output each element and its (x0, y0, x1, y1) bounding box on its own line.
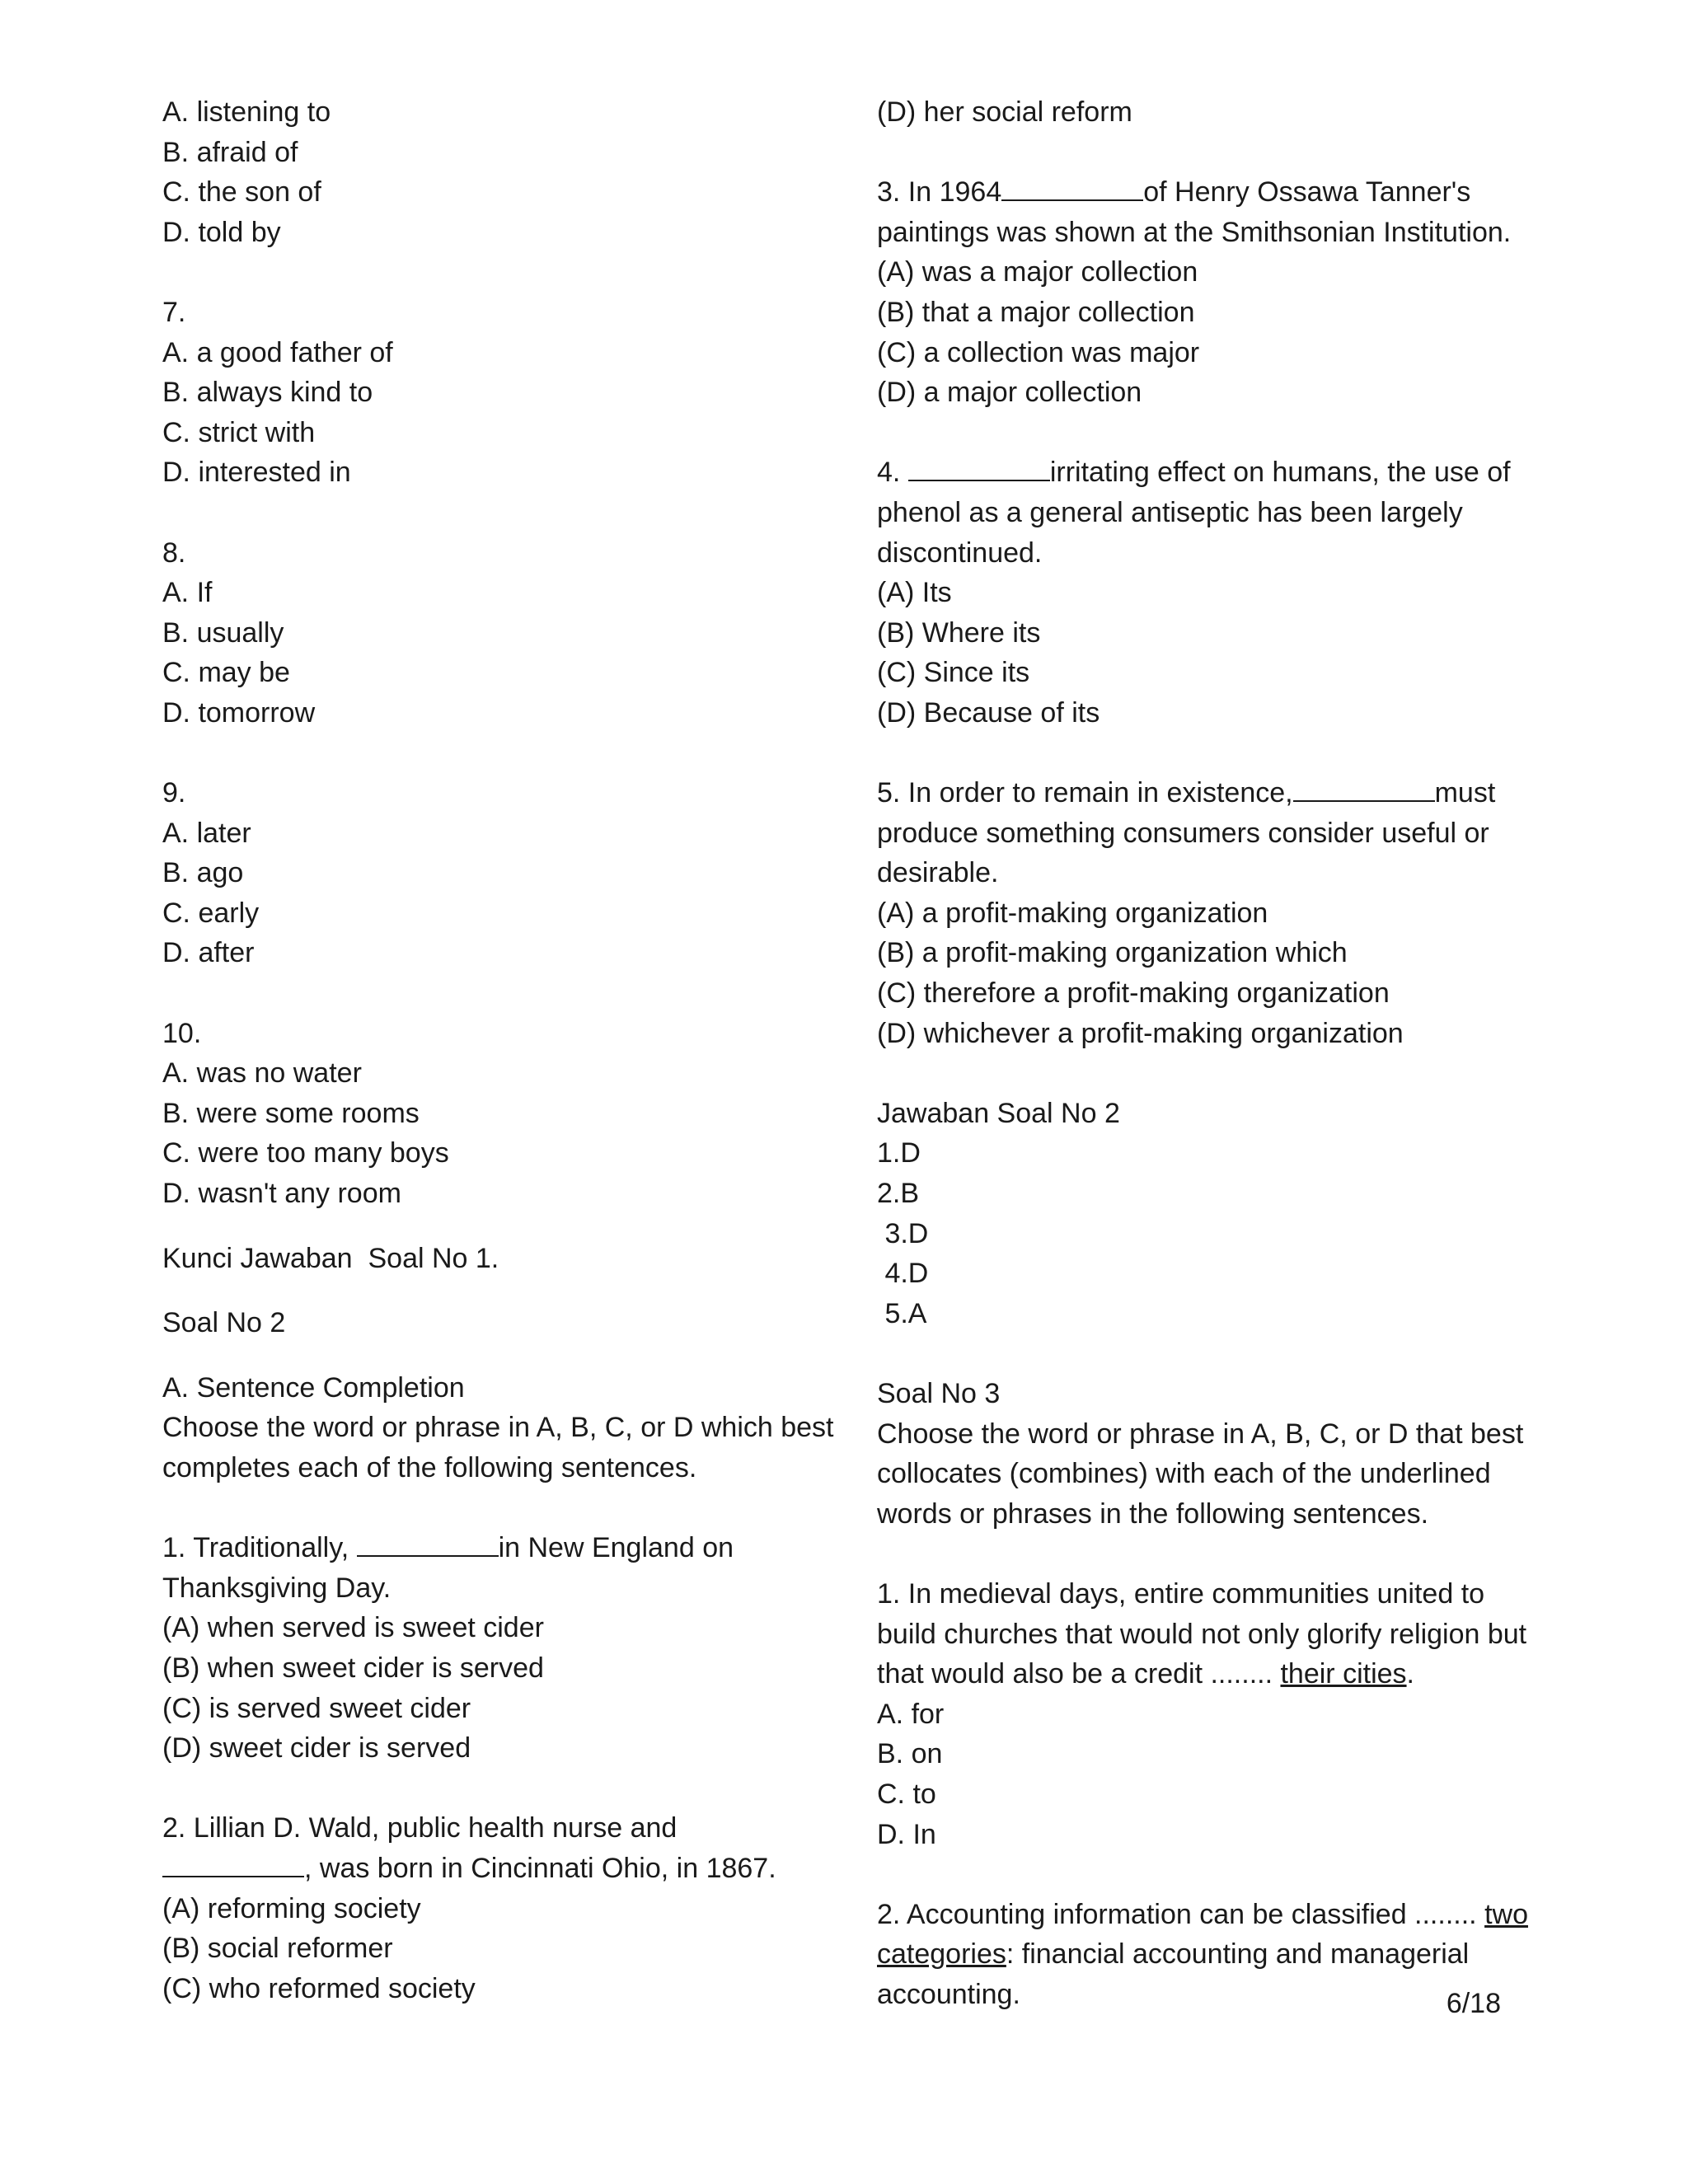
option: C. were too many boys (162, 1137, 449, 1169)
question-text: accounting. (877, 1978, 1020, 2010)
option: B. usually (162, 616, 284, 649)
option: (A) when served is sweet cider (162, 1612, 544, 1644)
option: (A) was a major collection (877, 256, 1198, 288)
underlined-phrase: two (1484, 1898, 1528, 1930)
question-number: 10. (162, 1017, 202, 1049)
question-text: categories: financial accounting and managerial (877, 1938, 1470, 1971)
option: B. were some rooms (162, 1097, 420, 1129)
question-text: paintings was shown at the Smithsonian Institution. (877, 216, 1512, 248)
option: D. In (877, 1818, 936, 1850)
question-text: desirable. (877, 857, 999, 889)
answer-blank (1293, 776, 1435, 802)
option: A. listening to (162, 96, 331, 128)
option: D. told by (162, 216, 281, 248)
right-column (877, 92, 1528, 2015)
option: (D) sweet cider is served (162, 1732, 471, 1765)
option: (D) Because of its (877, 696, 1100, 729)
answer-key-item: 5.A (877, 1297, 927, 1329)
instructions-line: collocates (combines) with each of the underlined (877, 1458, 1491, 1490)
question-text: discontinued. (877, 537, 1043, 569)
option: C. the son of (162, 176, 321, 209)
answer-key-heading: Jawaban Soal No 2 (877, 1097, 1120, 1129)
option: C. early (162, 897, 260, 929)
instructions-line: Choose the word or phrase in A, B, C, or D which best (162, 1412, 834, 1444)
left-column (162, 92, 834, 2008)
instructions-line: Choose the word or phrase in A, B, C, or D that best (877, 1418, 1524, 1450)
question-number: 9. (162, 777, 186, 809)
option: (B) Where its (877, 616, 1041, 649)
answer-blank (908, 455, 1050, 481)
question-number: 7. (162, 296, 186, 328)
question-text: , was born in Cincinnati Ohio, in 1867. (162, 1849, 822, 1889)
option: (D) her social reform (877, 96, 1132, 128)
option: (C) therefore a profit-making organization (877, 977, 1390, 1010)
option: (A) Its (877, 577, 952, 609)
question-text: Thanksgiving Day. (162, 1572, 392, 1604)
option: (D) whichever a profit-making organization (877, 1017, 1404, 1049)
option: A. later (162, 817, 251, 849)
option: B. always kind to (162, 377, 373, 409)
option: A. a good father of (162, 336, 393, 368)
option: (B) when sweet cider is served (162, 1652, 544, 1684)
answer-key-item: 1.D (877, 1137, 921, 1169)
option: (B) a profit-making organization which (877, 937, 1348, 969)
question-text: 5. In order to remain in existence, must (877, 777, 1496, 809)
question-text: 1. In medieval days, entire communities united to (877, 1577, 1485, 1610)
answer-key-item: 2.B (877, 1178, 920, 1210)
question-text: produce something consumers consider useful or (877, 817, 1489, 849)
question-text: 1. Traditionally, in New England on (162, 1532, 734, 1564)
section-heading: Soal No 3 (877, 1378, 1001, 1409)
option: D. tomorrow (162, 696, 316, 729)
question-number: 8. (162, 537, 186, 569)
section-heading: Soal No 2 (162, 1307, 286, 1339)
option: B. ago (162, 857, 244, 889)
answer-key-heading: Kunci Jawaban Soal No 1. (162, 1242, 499, 1274)
option: C. to (877, 1778, 936, 1810)
option: (A) reforming society (162, 1892, 421, 1924)
option: (C) a collection was major (877, 336, 1200, 368)
option: (C) Since its (877, 657, 1030, 689)
question-text: 2. Lillian D. Wald, public health nurse and (162, 1812, 678, 1844)
option: C. strict with (162, 416, 316, 448)
option: (B) that a major collection (877, 296, 1195, 328)
option: D. interested in (162, 457, 351, 489)
option: (B) social reformer (162, 1933, 393, 1965)
section-title: A. Sentence Completion (162, 1371, 465, 1404)
answer-blank (162, 1851, 304, 1877)
question-text: build churches that would not only glorify religion but (877, 1618, 1527, 1650)
answer-key-item: 3.D (877, 1217, 929, 1249)
question-text: that would also be a credit ........ their cities. (877, 1658, 1414, 1690)
option: A. for (877, 1698, 945, 1730)
question-text: 3. In 1964 of Henry Ossawa Tanner's (877, 176, 1471, 209)
option: A. was no water (162, 1057, 362, 1090)
underlined-phrase: categories (877, 1938, 1006, 1971)
instructions-line: completes each of the following sentences. (162, 1452, 697, 1483)
option: A. If (162, 577, 213, 609)
option: B. on (877, 1738, 943, 1770)
option: C. may be (162, 657, 290, 689)
underlined-phrase: their cities (1280, 1658, 1407, 1690)
answer-blank (1001, 175, 1143, 201)
question-text: phenol as a general antiseptic has been largely (877, 496, 1463, 528)
page-number: 6/18 (1446, 1988, 1501, 2019)
option: D. after (162, 937, 255, 969)
option: (A) a profit-making organization (877, 897, 1268, 929)
option: (C) is served sweet cider (162, 1692, 471, 1724)
option: (D) a major collection (877, 377, 1142, 409)
answer-blank (357, 1530, 499, 1557)
instructions-line: words or phrases in the following sentences. (877, 1497, 1429, 1530)
question-text: 4. irritating effect on humans, the use of (877, 457, 1511, 489)
option: D. wasn't any room (162, 1178, 401, 1210)
option: B. afraid of (162, 136, 298, 168)
answer-key-item: 4.D (877, 1258, 929, 1290)
option: (C) who reformed society (162, 1972, 476, 2004)
question-text: 2. Accounting information can be classified ........ two (877, 1898, 1528, 1930)
